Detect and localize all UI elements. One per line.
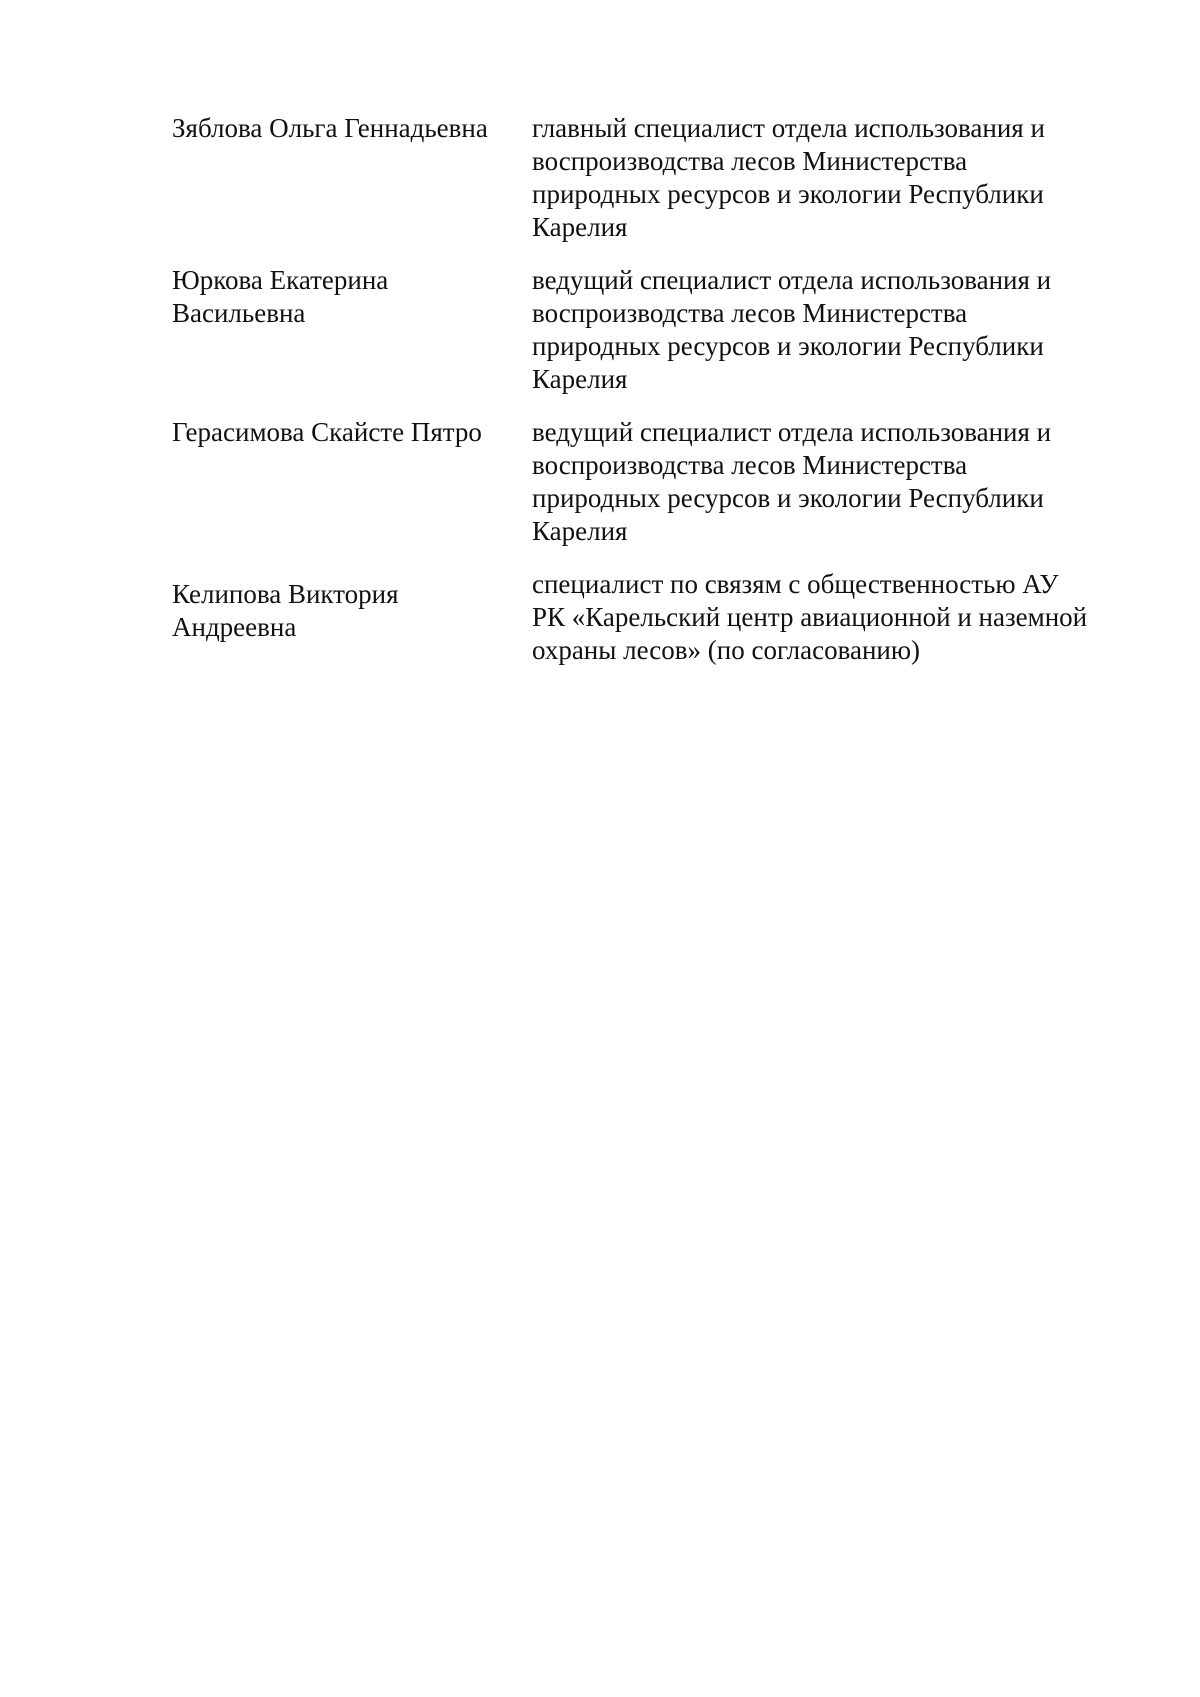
position-line: воспроизводства лесов Министерства — [532, 450, 968, 480]
person-name — [172, 568, 532, 644]
person-name-line: Герасимова Скайсте Пятро — [172, 417, 482, 447]
roster-entry — [172, 416, 1132, 548]
position-line: главный специалист отдела использования и — [532, 113, 1045, 143]
position-line: ведущий специалист отдела использования и — [532, 265, 1052, 295]
position-line: природных ресурсов и экологии Республики — [532, 331, 1044, 361]
position-line: Карелия — [532, 364, 628, 394]
person-position — [532, 416, 1132, 548]
position-line: специалист по связям с общественностью АУ — [532, 569, 1059, 599]
roster-entry — [172, 112, 1132, 244]
person-name-line: Келипова Виктория — [172, 579, 399, 609]
person-name-line: Зяблова Ольга Геннадьевна — [172, 113, 488, 143]
person-position — [532, 112, 1132, 244]
position-line: Карелия — [532, 516, 628, 546]
person-name-line: Юркова Екатерина — [172, 265, 389, 295]
person-name-line: Андреевна — [172, 612, 297, 642]
staff-roster — [172, 112, 1132, 667]
person-position — [532, 264, 1132, 396]
position-line: воспроизводства лесов Министерства — [532, 146, 968, 176]
position-line: Карелия — [532, 212, 628, 242]
position-line: РК «Карельский центр авиационной и наземной — [532, 602, 1088, 632]
person-name — [172, 416, 532, 449]
person-name — [172, 112, 532, 145]
position-line: охраны лесов» (по согласованию) — [532, 635, 921, 665]
position-line: природных ресурсов и экологии Республики — [532, 179, 1044, 209]
roster-entry — [172, 264, 1132, 396]
position-line: ведущий специалист отдела использования и — [532, 417, 1052, 447]
roster-entry — [172, 568, 1132, 667]
person-position — [532, 568, 1132, 667]
position-line: воспроизводства лесов Министерства — [532, 298, 968, 328]
position-line: природных ресурсов и экологии Республики — [532, 483, 1044, 513]
person-name — [172, 264, 532, 330]
person-name-line: Васильевна — [172, 298, 306, 328]
